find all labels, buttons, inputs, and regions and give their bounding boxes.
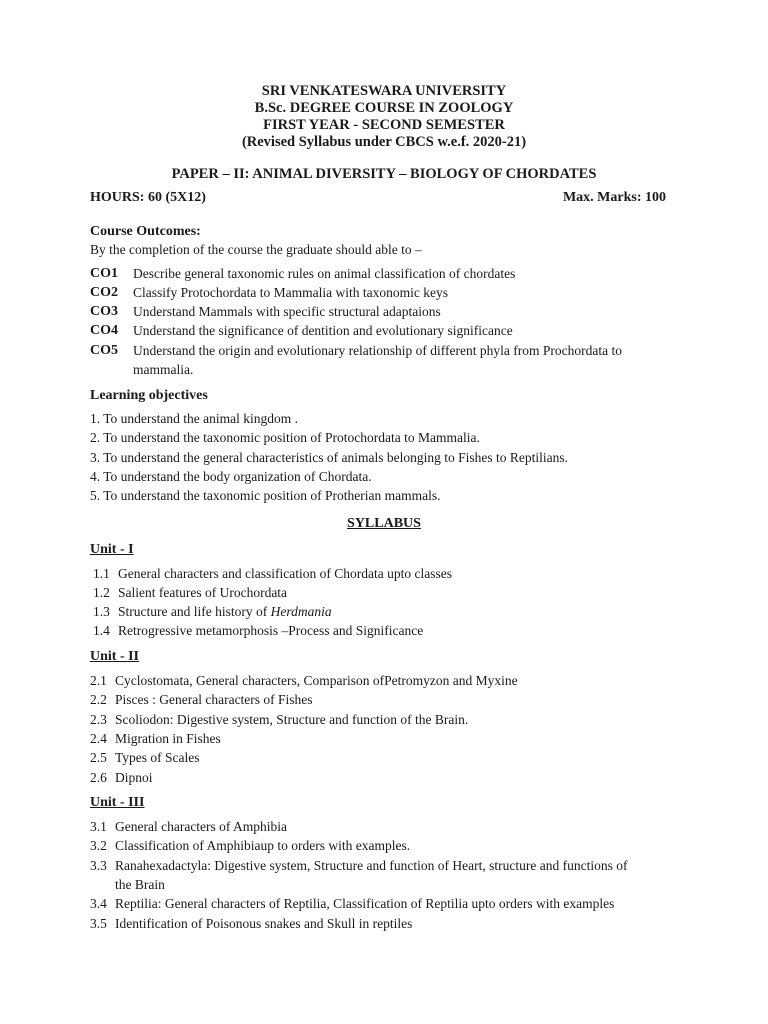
list-item: 4. To understand the body organization of Chordata. — [90, 469, 372, 484]
item-number: 1.2 — [93, 585, 110, 600]
co-code: CO2 — [90, 285, 118, 300]
item-number: 2.2 — [90, 692, 107, 707]
list-item — [93, 564, 452, 583]
list-item — [90, 690, 313, 709]
unit-title: Unit - III — [90, 795, 145, 810]
item-text: Cyclostomata, General characters, Comparison ofPetromyzon and Myxine — [115, 673, 518, 688]
course-outcomes-heading: Course Outcomes: — [90, 224, 201, 239]
item-number: 2.3 — [90, 712, 107, 727]
list-item — [90, 768, 153, 787]
item-text: Retrogressive metamorphosis –Process and Significance — [118, 623, 424, 638]
syllabus-heading: SYLLABUS — [347, 516, 421, 531]
co-code: CO3 — [90, 304, 118, 319]
list-item — [93, 602, 332, 621]
item-text: General characters and classification of Chordata upto classes — [118, 566, 452, 581]
item-number: 2.4 — [90, 731, 107, 746]
item-text: Structure and life history of — [118, 604, 271, 619]
item-text: Identification of Poisonous snakes and Skull in reptiles — [115, 916, 413, 931]
course-title: B.Sc. DEGREE COURSE IN ZOOLOGY — [254, 100, 514, 116]
item-number: 3.3 — [90, 858, 107, 873]
item-text: Dipnoi — [115, 770, 153, 785]
item-italic-text: Herdmania — [270, 604, 332, 619]
co-text: Understand the significance of dentition and evolutionary significance — [133, 323, 513, 338]
co-text: Understand the origin and evolutionary relationship of different phyla from Prochordata to — [133, 343, 622, 358]
unit-title: Unit - I — [90, 542, 134, 557]
learning-objectives-heading: Learning objectives — [90, 388, 208, 403]
item-number: 3.1 — [90, 819, 107, 834]
list-item — [90, 729, 221, 748]
item-text: Types of Scales — [115, 750, 200, 765]
list-item — [90, 671, 518, 690]
item-number: 2.5 — [90, 750, 107, 765]
co-code: CO1 — [90, 266, 118, 281]
item-number: 2.6 — [90, 770, 107, 785]
item-text: Classification of Amphibiaup to orders with examples. — [115, 838, 411, 853]
list-item — [93, 583, 287, 602]
list-item — [90, 710, 468, 729]
item-number: 3.2 — [90, 838, 107, 853]
unit-title: Unit - II — [90, 649, 140, 664]
list-item: 2. To understand the taxonomic position of Protochordata to Mammalia. — [90, 430, 480, 445]
item-number: 3.5 — [90, 916, 107, 931]
item-number: 3.4 — [90, 896, 107, 911]
list-item: 3. To understand the general characteristics of animals belonging to Fishes to Reptilians. — [90, 450, 568, 465]
university-title: SRI VENKATESWARA UNIVERSITY — [261, 83, 507, 99]
list-item — [90, 856, 627, 875]
co-text: Classify Protochordata to Mammalia with taxonomic keys — [133, 285, 448, 300]
list-item: 1. To understand the animal kingdom . — [90, 411, 299, 426]
course-outcomes-intro: By the completion of the course the graduate should able to – — [90, 242, 422, 257]
year-title: FIRST YEAR - SECOND SEMESTER — [263, 117, 505, 133]
revision-note: (Revised Syllabus under CBCS w.e.f. 2020-21) — [241, 134, 527, 150]
list-item — [93, 621, 423, 640]
item-number: 2.1 — [90, 673, 107, 688]
item-text: Migration in Fishes — [115, 731, 221, 746]
item-number: 1.4 — [93, 623, 110, 638]
item-number: 1.3 — [93, 604, 110, 619]
item-text: Salient features of Urochordata — [118, 585, 288, 600]
list-item — [90, 748, 200, 767]
hours-label: HOURS: 60 (5X12) — [90, 190, 206, 205]
co-text: Understand Mammals with specific structural adaptaions — [133, 304, 441, 319]
item-text: Pisces : General characters of Fishes — [115, 692, 313, 707]
item-text: Ranahexadactyla: Digestive system, Structure and function of Heart, structure and functions of — [115, 858, 628, 873]
co-text-continued: mammalia. — [133, 362, 194, 377]
list-item-continued: the Brain — [115, 877, 165, 892]
item-text: General characters of Amphibia — [115, 819, 288, 834]
item-text: Scoliodon: Digestive system, Structure and function of the Brain. — [115, 712, 469, 727]
max-marks-label: Max. Marks: 100 — [562, 190, 666, 205]
paper-title: PAPER – II: ANIMAL DIVERSITY – BIOLOGY OF CHORDATES — [171, 166, 597, 182]
list-item — [90, 836, 410, 855]
co-code: CO4 — [90, 323, 118, 338]
list-item — [90, 914, 412, 933]
co-text: Describe general taxonomic rules on animal classification of chordates — [133, 266, 516, 281]
list-item — [90, 894, 614, 913]
co-code: CO5 — [90, 343, 118, 358]
item-text: Reptilia: General characters of Reptilia, Classification of Reptilia upto orders with examples — [115, 896, 615, 911]
item-number: 1.1 — [93, 566, 110, 581]
list-item — [90, 817, 287, 836]
list-item: 5. To understand the taxonomic position of Protherian mammals. — [90, 488, 441, 503]
